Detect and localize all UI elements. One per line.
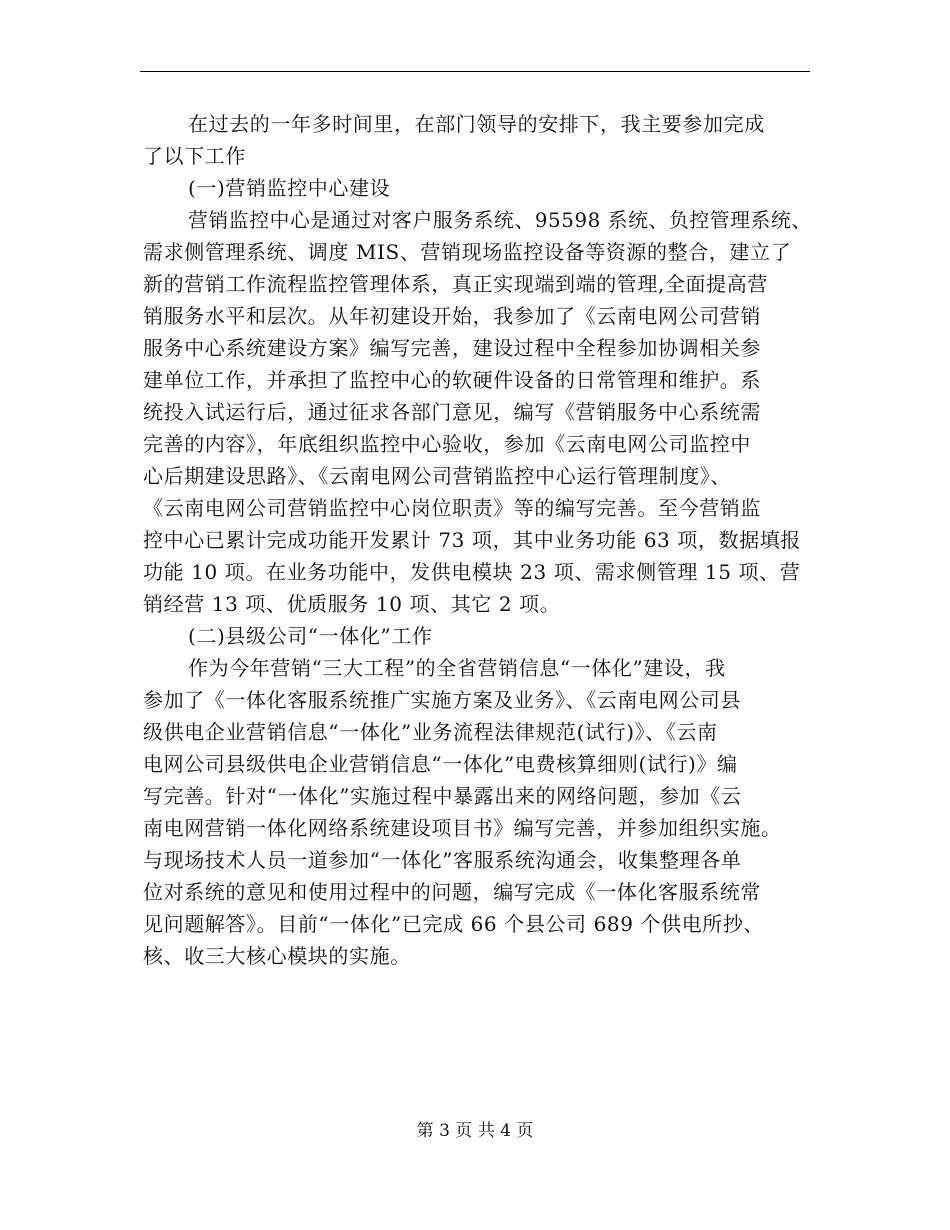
page-number-footer: 第 3 页 共 4 页 xyxy=(416,1121,534,1141)
paragraph-line: 见问题解答》。目前“一体化”已完成 66 个县公司 689 个供电所抄、 xyxy=(143,912,765,936)
paragraph-line: 营销监控中心是通过对客户服务系统、95598 系统、负控管理系统、 xyxy=(188,208,812,232)
paragraph-line: 服务中心系统建设方案》编写完善，建设过程中全程参加协调相关参 xyxy=(143,336,761,360)
paragraph-line: 需求侧管理系统、调度 MIS、营销现场监控设备等资源的整合，建立了 xyxy=(143,240,792,264)
paragraph-line: 电网公司县级供电企业营销信息“一体化”电费核算细则(试行)》编 xyxy=(143,752,738,776)
paragraph-line: 核、收三大核心模块的实施。 xyxy=(143,944,411,968)
paragraph-line: 与现场技术人员一道参加“一体化”客服系统沟通会，收集整理各单 xyxy=(143,848,742,872)
section-heading-2: (二)县级公司“一体化”工作 xyxy=(188,624,433,648)
section-heading-1: (一)营销监控中心建设 xyxy=(188,176,391,200)
paragraph-line: 级供电企业营销信息“一体化”业务流程法律规范(试行)》、《云南 xyxy=(143,720,718,744)
paragraph-line: 完善的内容》，年底组织监控中心验收，参加《云南电网公司监控中 xyxy=(143,432,751,456)
paragraph-line: 在过去的一年多时间里，在部门领导的安排下，我主要参加完成 xyxy=(188,112,765,136)
paragraph-line: 控中心已累计完成功能开发累计 73 项，其中业务功能 63 项，数据填报 xyxy=(143,528,801,552)
paragraph-line: 参加了《一体化客服系统推广实施方案及业务》、《云南电网公司县 xyxy=(143,688,741,712)
paragraph-line: 心后期建设思路》、《云南电网公司营销监控中心运行管理制度》、 xyxy=(143,464,731,488)
paragraph-line: 建单位工作，并承担了监控中心的软硬件设备的日常管理和维护。系 xyxy=(143,368,761,392)
paragraph-line: 销服务水平和层次。从年初建设开始，我参加了《云南电网公司营销 xyxy=(143,304,761,328)
paragraph-line: 南电网营销一体化网络系统建设项目书》编写完善，并参加组织实施。 xyxy=(143,816,782,840)
paragraph-line: 了以下工作 xyxy=(143,144,246,168)
paragraph-line: 销经营 13 项、优质服务 10 项、其它 2 项。 xyxy=(143,592,561,616)
paragraph-line: 作为今年营销“三大工程”的全省营销信息“一体化”建设，我 xyxy=(188,656,726,680)
paragraph-line: 《云南电网公司营销监控中心岗位职责》等的编写完善。至今营销监 xyxy=(143,496,761,520)
paragraph-line: 新的营销工作流程监控管理体系，真正实现端到端的管理,全面提高营 xyxy=(143,272,768,296)
paragraph-line: 位对系统的意见和使用过程中的问题，编写完成《一体化客服系统常 xyxy=(143,880,761,904)
paragraph-line: 功能 10 项。在业务功能中，发供电模块 23 项、需求侧管理 15 项、营 xyxy=(143,560,801,584)
paragraph-line: 统投入试运行后，通过征求各部门意见，编写《营销服务中心系统需 xyxy=(143,400,761,424)
paragraph-line: 写完善。针对“一体化”实施过程中暴露出来的网络问题，参加《云 xyxy=(143,784,742,808)
